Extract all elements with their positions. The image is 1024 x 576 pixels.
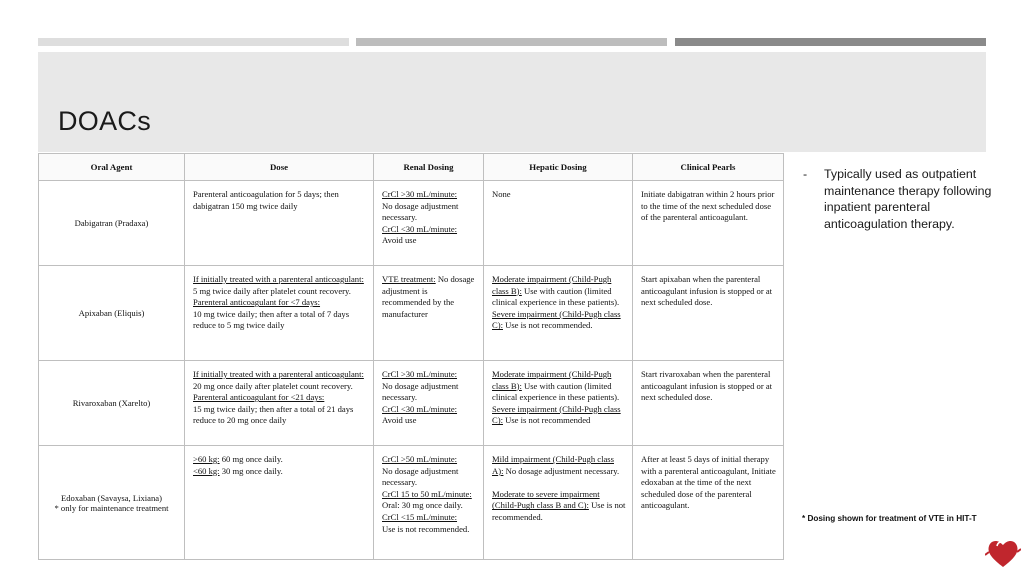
hepatic-text: None (492, 189, 511, 199)
renal-criterion: CrCl <30 mL/minute: (382, 223, 458, 234)
renal-cell (374, 181, 484, 266)
table-row (39, 266, 784, 361)
hepatic-text: Use with caution (limited clinical experience in these patients). (492, 380, 620, 403)
dose-condition: Parenteral anticoagulant for <21 days: (193, 392, 325, 403)
pearls-text: Start rivaroxaban when the parenteral anticoagulant infusion is stopped or at next scheduled dose. (641, 369, 773, 403)
agent-note: * only for maintenance treatment (54, 502, 169, 513)
dose-cell (185, 266, 374, 361)
renal-cell (374, 266, 484, 361)
dose-condition: Parenteral anticoagulant for <7 days: (193, 297, 321, 308)
top-bar-light (38, 38, 349, 46)
renal-cell (374, 361, 484, 446)
hepatic-cell (484, 181, 633, 266)
dose-text: 5 mg twice daily after platelet count recovery. (193, 285, 351, 296)
pearls-text: Initiate dabigatran within 2 hours prior to the time of the next scheduled dose of the parenteral anticoagulant. (641, 189, 775, 223)
renal-text: Avoid use (382, 415, 417, 426)
hepatic-text: Use is not recommended. (492, 500, 626, 522)
hepatic-text: Use is not recommended (502, 415, 591, 426)
pearls-text: After at least 5 days of initial therapy with a parenteral anticoagulant, Initiate edoxaban at the time of the next scheduled dose of the parenteral anticoagulant. (641, 454, 776, 511)
dose-condition: <60 kg: (193, 465, 220, 476)
slide-title: DOACs (58, 106, 152, 136)
renal-criterion: CrCl >30 mL/minute: (382, 189, 458, 199)
renal-criterion: CrCl >50 mL/minute: (382, 454, 458, 464)
bullet-marker: - (803, 167, 808, 181)
dose-text: 10 mg twice daily; then after a total of 7 days reduce to 5 mg twice daily (193, 308, 350, 331)
renal-text: Avoid use (382, 235, 417, 246)
top-bar-medium (356, 38, 667, 46)
renal-text: Use is not recommended. (382, 523, 470, 534)
hepatic-cell (484, 361, 633, 446)
side-bullet (803, 166, 993, 233)
agent-name: Dabigatran (Pradaxa) (74, 218, 149, 228)
agent-name: Apixaban (Eliquis) (78, 308, 145, 318)
renal-criterion: CrCl >30 mL/minute: (382, 369, 458, 379)
dose-text: Parenteral anticoagulation for 5 days; then dabigatran 150 mg twice daily (193, 189, 339, 211)
renal-cell (374, 446, 484, 560)
bullet-text: Typically used as outpatient maintenance therapy following inpatient parenteral anticoagulation therapy. (824, 167, 992, 232)
dose-condition: >60 kg: (193, 454, 220, 464)
hepatic-condition: Severe impairment (Child-Pugh class C): (492, 308, 621, 331)
hepatic-condition: Moderate to severe impairment (Child-Pugh class B and C): (492, 488, 600, 511)
dose-condition: If initially treated with a parenteral anticoagulant: (193, 369, 364, 379)
renal-criterion: CrCl <15 mL/minute: (382, 511, 458, 522)
hepatic-text: No dosage adjustment necessary. (503, 465, 620, 476)
hepatic-condition: Moderate impairment (Child-Pugh class B): (492, 369, 612, 391)
renal-text: No dosage adjustment is recommended by the manufacturer (382, 274, 475, 319)
hepatic-condition: Moderate impairment (Child-Pugh class B): (492, 274, 612, 296)
hepatic-text: Use is not recommended. (502, 320, 593, 331)
footnote: * Dosing shown for treatment of VTE in HIT-T (802, 514, 977, 523)
heart-logo-icon (985, 536, 1021, 570)
renal-criterion: VTE treatment: (382, 274, 436, 284)
hepatic-condition: Mild impairment (Child-Pugh class A): (492, 454, 614, 476)
dose-text: 60 mg once daily. (219, 454, 283, 464)
pearls-cell (633, 446, 784, 560)
agent-name: Rivaroxaban (Xarelto) (72, 398, 151, 408)
header-hepatic-dosing: Hepatic Dosing (484, 154, 633, 181)
pearls-cell (633, 181, 784, 266)
table-row (39, 446, 784, 560)
agent-cell (39, 266, 185, 361)
renal-text: Oral: 30 mg once daily. (382, 500, 463, 511)
pearls-cell (633, 266, 784, 361)
dose-cell (185, 181, 374, 266)
pearls-text: Start apixaban when the parenteral anticoagulant infusion is stopped or at next scheduled dose. (641, 274, 773, 308)
table-row (39, 361, 784, 446)
dose-text: 15 mg twice daily; then after a total of 21 days reduce to 20 mg once daily (193, 403, 354, 426)
agent-cell (39, 181, 185, 266)
renal-text: No dosage adjustment necessary. (382, 200, 459, 223)
agent-cell (39, 446, 185, 560)
dose-cell (185, 361, 374, 446)
hepatic-cell (484, 446, 633, 560)
renal-criterion: CrCl <30 mL/minute: (382, 403, 458, 414)
dose-text: 20 mg once daily after platelet count recovery. (193, 380, 353, 391)
renal-text: No dosage adjustment necessary. (382, 465, 459, 488)
hepatic-condition: Severe impairment (Child-Pugh class C): (492, 403, 621, 426)
dose-cell (185, 446, 374, 560)
pearls-cell (633, 361, 784, 446)
agent-name: Edoxaban (Savaysa, Lixiana) (61, 492, 162, 503)
renal-criterion: CrCl 15 to 50 mL/minute: (382, 488, 472, 499)
top-bar-dark (675, 38, 986, 46)
renal-text: No dosage adjustment necessary. (382, 380, 459, 403)
agent-cell (39, 361, 185, 446)
header-renal-dosing: Renal Dosing (374, 154, 484, 181)
header-oral-agent: Oral Agent (39, 154, 185, 181)
table-header-row (39, 154, 784, 181)
table-row (39, 181, 784, 266)
header-dose: Dose (185, 154, 374, 181)
hepatic-text: Use with caution (limited clinical experience in these patients). (492, 285, 620, 308)
dose-text: 30 mg once daily. (219, 465, 283, 476)
header-clinical-pearls: Clinical Pearls (633, 154, 784, 181)
top-decorative-bars (38, 38, 986, 46)
hepatic-cell (484, 266, 633, 361)
dose-condition: If initially treated with a parenteral anticoagulant: (193, 274, 364, 284)
title-band (38, 52, 986, 152)
doac-dosing-table (38, 153, 784, 560)
